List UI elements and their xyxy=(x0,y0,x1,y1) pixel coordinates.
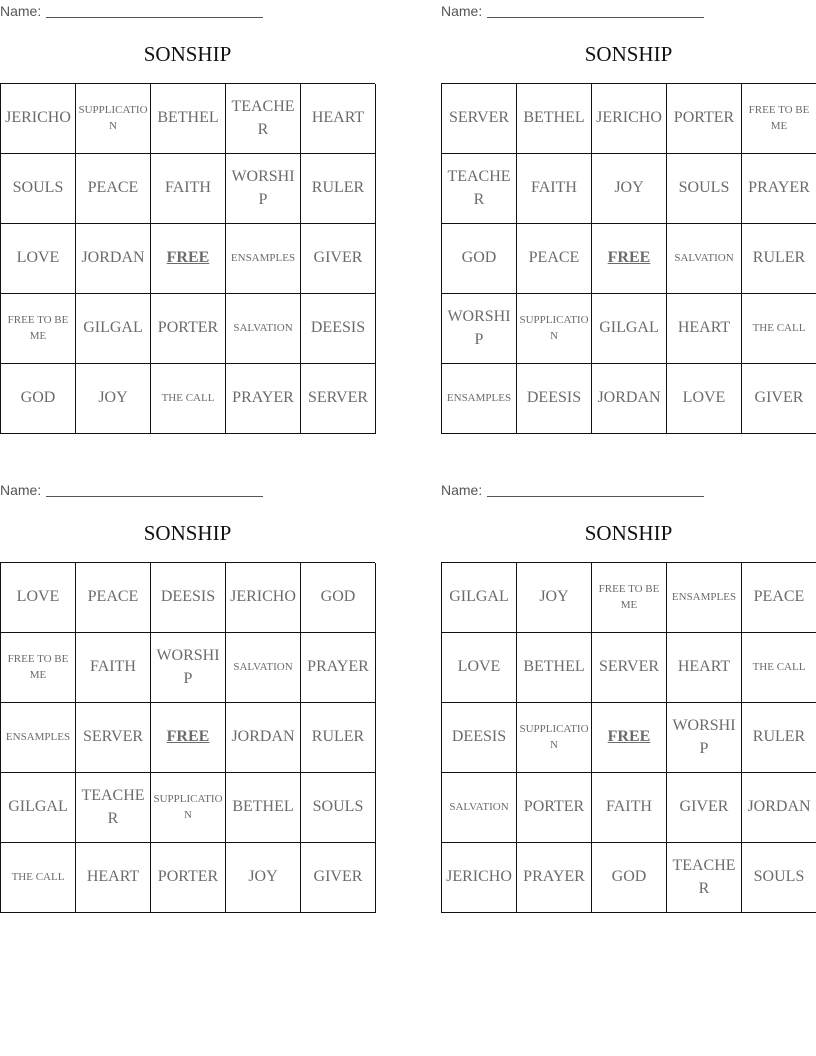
free-space-cell xyxy=(592,224,667,294)
bingo-cell xyxy=(76,633,151,703)
bingo-cell xyxy=(1,563,76,633)
bingo-cell xyxy=(442,633,517,703)
bingo-cell xyxy=(442,364,517,434)
bingo-cell-word: WORSHIP xyxy=(156,647,220,687)
bingo-cell xyxy=(76,773,151,843)
bingo-cell xyxy=(592,633,667,703)
bingo-cell xyxy=(1,703,76,773)
bingo-cell xyxy=(517,563,592,633)
bingo-cell xyxy=(226,224,301,294)
bingo-cell xyxy=(226,154,301,224)
bingo-cell xyxy=(592,294,667,364)
bingo-cell-word: SERVER xyxy=(82,728,144,746)
name-field xyxy=(441,482,704,498)
bingo-cell-word: THE CALL xyxy=(752,660,806,673)
bingo-cell xyxy=(226,563,301,633)
bingo-cell xyxy=(442,773,517,843)
bingo-cell-word: PRAYER xyxy=(232,389,294,407)
bingo-cell xyxy=(151,773,226,843)
bingo-cell xyxy=(742,294,816,364)
bingo-cell-word: GIVER xyxy=(679,798,729,816)
free-space-cell xyxy=(151,224,226,294)
name-blank-line xyxy=(46,482,263,497)
bingo-cell-word: BETHEL xyxy=(523,109,585,127)
bingo-cell-word: PRAYER xyxy=(523,868,585,886)
bingo-cell-word: RULER xyxy=(752,728,806,746)
name-field xyxy=(441,3,704,19)
bingo-cell-word: BETHEL xyxy=(523,658,585,676)
bingo-cell-word: ENSAMPLES xyxy=(446,391,512,404)
bingo-cell xyxy=(667,633,742,703)
bingo-cell xyxy=(1,364,76,434)
name-label: Name: xyxy=(0,482,42,498)
bingo-cell xyxy=(301,563,376,633)
bingo-cell xyxy=(76,224,151,294)
bingo-cell-word: PORTER xyxy=(157,868,219,886)
bingo-cell xyxy=(301,294,376,364)
bingo-cell xyxy=(667,154,742,224)
bingo-cell xyxy=(76,154,151,224)
bingo-cell-word: THE CALL xyxy=(752,321,806,334)
bingo-cell-word: JORDAN xyxy=(747,798,811,816)
bingo-cell xyxy=(442,294,517,364)
bingo-cell-word: SALVATION xyxy=(449,800,509,813)
bingo-cell xyxy=(151,84,226,154)
bingo-cell xyxy=(301,843,376,913)
bingo-cell xyxy=(592,364,667,434)
bingo-cell-word: PRAYER xyxy=(307,658,369,676)
bingo-cell-word: LOVE xyxy=(457,658,501,676)
bingo-cell-word: PRAYER xyxy=(748,179,810,197)
bingo-grid xyxy=(0,83,375,434)
bingo-cell-word: HEART xyxy=(677,658,731,676)
bingo-cell-word: FREE TO BE ME xyxy=(7,653,69,681)
bingo-cell xyxy=(76,563,151,633)
bingo-cell-word: WORSHIP xyxy=(447,308,511,348)
bingo-cell-word: DEESIS xyxy=(451,728,507,746)
bingo-cell xyxy=(226,843,301,913)
bingo-cell-word: FREE xyxy=(166,249,210,267)
bingo-cell-word: PORTER xyxy=(673,109,735,127)
bingo-cell xyxy=(301,364,376,434)
bingo-card-4 xyxy=(441,479,816,914)
bingo-cell-word: DEESIS xyxy=(526,389,582,407)
bingo-cell xyxy=(151,843,226,913)
bingo-cell xyxy=(1,773,76,843)
name-label: Name: xyxy=(441,482,483,498)
name-field xyxy=(0,3,263,19)
bingo-cell-word: WORSHIP xyxy=(231,168,295,208)
bingo-cell-word: SERVER xyxy=(598,658,660,676)
free-space-cell xyxy=(592,703,667,773)
card-title: SONSHIP xyxy=(143,42,232,66)
bingo-cell xyxy=(517,773,592,843)
bingo-grid xyxy=(441,83,816,434)
bingo-cell-word: JOY xyxy=(248,868,278,886)
bingo-cell-word: HEART xyxy=(677,319,731,337)
bingo-cell xyxy=(442,84,517,154)
name-blank-line xyxy=(46,3,263,18)
bingo-cell xyxy=(1,154,76,224)
bingo-cell xyxy=(76,703,151,773)
bingo-cell-word: JOY xyxy=(539,588,569,606)
bingo-cell-word: RULER xyxy=(752,249,806,267)
bingo-cell-word: JERICHO xyxy=(596,109,662,127)
bingo-cell-word: FAITH xyxy=(165,179,211,197)
bingo-cell xyxy=(226,84,301,154)
bingo-cell xyxy=(667,773,742,843)
bingo-cell xyxy=(301,154,376,224)
bingo-cell xyxy=(1,224,76,294)
bingo-cell-word: SERVER xyxy=(448,109,510,127)
card-title: SONSHIP xyxy=(584,42,673,66)
bingo-cell-word: PEACE xyxy=(753,588,805,606)
bingo-cell-word: SALVATION xyxy=(674,251,734,264)
bingo-cell-word: GOD xyxy=(461,249,497,267)
bingo-cell xyxy=(667,563,742,633)
bingo-cell-word: RULER xyxy=(311,728,365,746)
bingo-cell-word: PEACE xyxy=(528,249,580,267)
bingo-cell xyxy=(1,633,76,703)
free-space-cell xyxy=(151,703,226,773)
bingo-cell-word: GILGAL xyxy=(449,588,509,606)
bingo-cell-word: FREE TO BE ME xyxy=(598,583,660,611)
bingo-cell-word: FREE TO BE ME xyxy=(748,104,810,132)
bingo-cell xyxy=(742,843,816,913)
bingo-cell-word: SOULS xyxy=(753,868,805,886)
bingo-cell xyxy=(76,84,151,154)
bingo-cell-word: JERICHO xyxy=(446,868,512,886)
bingo-cell xyxy=(592,84,667,154)
bingo-cell xyxy=(742,703,816,773)
bingo-cell xyxy=(76,843,151,913)
name-label: Name: xyxy=(0,3,42,19)
bingo-cell-word: DEESIS xyxy=(310,319,366,337)
bingo-card-3 xyxy=(0,479,375,914)
bingo-cell-word: FAITH xyxy=(90,658,136,676)
bingo-cell-word: FREE TO BE ME xyxy=(7,314,69,342)
bingo-cell-word: SOULS xyxy=(12,179,64,197)
bingo-cell xyxy=(301,773,376,843)
bingo-cell-word: LOVE xyxy=(682,389,726,407)
bingo-cell-word: DEESIS xyxy=(160,588,216,606)
bingo-cell-word: SUPPLICATION xyxy=(78,104,148,132)
bingo-cell-word: ENSAMPLES xyxy=(230,251,296,264)
bingo-cell xyxy=(742,773,816,843)
bingo-cell-word: GIVER xyxy=(313,249,363,267)
bingo-grid xyxy=(441,562,816,913)
bingo-cell-word: THE CALL xyxy=(161,391,215,404)
bingo-cell xyxy=(151,364,226,434)
bingo-cell xyxy=(301,633,376,703)
bingo-cell-word: FAITH xyxy=(606,798,652,816)
bingo-cell xyxy=(667,84,742,154)
bingo-cell-word: JOY xyxy=(614,179,644,197)
bingo-cell xyxy=(301,224,376,294)
bingo-cell xyxy=(151,154,226,224)
bingo-cell-word: GOD xyxy=(20,389,56,407)
bingo-cell xyxy=(667,843,742,913)
bingo-cell xyxy=(592,154,667,224)
bingo-cell xyxy=(742,563,816,633)
bingo-cell xyxy=(151,633,226,703)
bingo-cell xyxy=(667,703,742,773)
bingo-cell xyxy=(517,843,592,913)
bingo-cell-word: SUPPLICATION xyxy=(153,793,223,821)
bingo-cell xyxy=(667,294,742,364)
bingo-cell-word: GIVER xyxy=(754,389,804,407)
bingo-cell-word: SUPPLICATION xyxy=(519,314,589,342)
bingo-cell xyxy=(442,703,517,773)
name-blank-line xyxy=(487,482,704,497)
bingo-cell-word: SALVATION xyxy=(233,660,293,673)
bingo-cell xyxy=(667,364,742,434)
bingo-cell-word: GIVER xyxy=(313,868,363,886)
bingo-cell xyxy=(442,154,517,224)
bingo-cell-word: SALVATION xyxy=(233,321,293,334)
bingo-cell-word: GOD xyxy=(320,588,356,606)
bingo-cell xyxy=(301,84,376,154)
bingo-cell-word: RULER xyxy=(311,179,365,197)
bingo-cell xyxy=(517,703,592,773)
bingo-cell xyxy=(742,154,816,224)
bingo-cell xyxy=(592,843,667,913)
bingo-cell xyxy=(442,563,517,633)
bingo-cell xyxy=(742,84,816,154)
bingo-cell-word: SERVER xyxy=(307,389,369,407)
bingo-cell-word: PEACE xyxy=(87,588,139,606)
bingo-cell xyxy=(517,84,592,154)
bingo-cell xyxy=(226,294,301,364)
bingo-cell xyxy=(517,294,592,364)
bingo-cell-word: JERICHO xyxy=(5,109,71,127)
bingo-cell xyxy=(742,633,816,703)
bingo-cell-word: TEACHER xyxy=(231,98,295,138)
bingo-cell-word: WORSHIP xyxy=(672,717,736,757)
bingo-cell xyxy=(226,773,301,843)
bingo-cell-word: PORTER xyxy=(157,319,219,337)
bingo-cell-word: ENSAMPLES xyxy=(671,590,737,603)
bingo-cell xyxy=(742,224,816,294)
bingo-cell-word: SOULS xyxy=(678,179,730,197)
bingo-cell-word: JERICHO xyxy=(230,588,296,606)
card-title: SONSHIP xyxy=(143,521,232,545)
bingo-cell xyxy=(1,84,76,154)
bingo-cell-word: FREE xyxy=(166,728,210,746)
bingo-cell-word: FAITH xyxy=(531,179,577,197)
bingo-cell-word: PORTER xyxy=(523,798,585,816)
bingo-cell-word: THE CALL xyxy=(11,870,65,883)
bingo-card-1 xyxy=(0,0,375,435)
bingo-cell-word: ENSAMPLES xyxy=(5,730,71,743)
bingo-cell-word: FREE xyxy=(607,249,651,267)
bingo-cell-word: GILGAL xyxy=(83,319,143,337)
bingo-cell-word: SUPPLICATION xyxy=(519,723,589,751)
bingo-cell xyxy=(226,633,301,703)
bingo-cell xyxy=(592,773,667,843)
bingo-cell-word: JOY xyxy=(98,389,128,407)
bingo-cell-word: GOD xyxy=(611,868,647,886)
bingo-cell-word: SOULS xyxy=(312,798,364,816)
bingo-cell xyxy=(442,224,517,294)
name-field xyxy=(0,482,263,498)
name-label: Name: xyxy=(441,3,483,19)
bingo-cell xyxy=(1,843,76,913)
bingo-cell-word: BETHEL xyxy=(232,798,294,816)
bingo-cell xyxy=(76,294,151,364)
bingo-cell-word: TEACHER xyxy=(447,168,511,208)
card-title: SONSHIP xyxy=(584,521,673,545)
bingo-cell-word: GILGAL xyxy=(599,319,659,337)
bingo-cell-word: TEACHER xyxy=(672,857,736,897)
bingo-cell-word: LOVE xyxy=(16,588,60,606)
bingo-cell-word: JORDAN xyxy=(231,728,295,746)
bingo-cell xyxy=(517,364,592,434)
bingo-cell-word: HEART xyxy=(311,109,365,127)
bingo-cell xyxy=(442,843,517,913)
bingo-cell xyxy=(76,364,151,434)
bingo-cell xyxy=(226,364,301,434)
bingo-cell xyxy=(517,633,592,703)
bingo-cell xyxy=(301,703,376,773)
bingo-card-2 xyxy=(441,0,816,435)
bingo-cell-word: BETHEL xyxy=(157,109,219,127)
bingo-grid xyxy=(0,562,375,913)
bingo-cell-word: FREE xyxy=(607,728,651,746)
bingo-cell-word: LOVE xyxy=(16,249,60,267)
bingo-cell-word: PEACE xyxy=(87,179,139,197)
bingo-cell xyxy=(151,294,226,364)
bingo-cell-word: GILGAL xyxy=(8,798,68,816)
bingo-cell-word: HEART xyxy=(86,868,140,886)
bingo-cell-word: TEACHER xyxy=(81,787,145,827)
bingo-cell xyxy=(592,563,667,633)
bingo-cell xyxy=(1,294,76,364)
bingo-cell xyxy=(517,224,592,294)
bingo-cell xyxy=(226,703,301,773)
bingo-cell-word: JORDAN xyxy=(81,249,145,267)
bingo-cell xyxy=(151,563,226,633)
bingo-cell xyxy=(742,364,816,434)
bingo-cell-word: JORDAN xyxy=(597,389,661,407)
name-blank-line xyxy=(487,3,704,18)
bingo-cell xyxy=(517,154,592,224)
bingo-cell xyxy=(667,224,742,294)
